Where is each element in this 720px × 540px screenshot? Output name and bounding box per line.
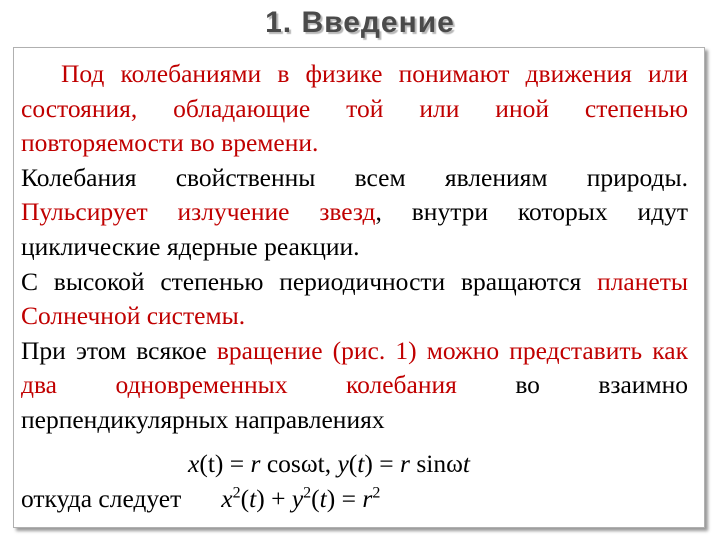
formula-var-r: r	[362, 484, 373, 513]
formula-exponent: 2	[303, 484, 312, 502]
formula-var-t: t	[319, 484, 327, 513]
circle-equation	[221, 484, 380, 514]
formula-exponent: 2	[372, 484, 381, 502]
formula-cos: cosωt,	[260, 449, 338, 478]
paragraph-oscillation-definition	[21, 57, 688, 161]
paragraph-planets	[21, 265, 688, 334]
formula-var-r: r	[400, 449, 410, 478]
formula-var-y: y	[337, 449, 349, 478]
formula-var-t: t	[357, 449, 365, 478]
formula-sin: sinω	[409, 449, 463, 478]
paragraph-rotation	[21, 334, 688, 438]
formula-part: (	[348, 449, 358, 478]
rotation-highlight: вращение (рис. 1) можно представить как два одновременных колебания	[21, 335, 688, 400]
planets-highlight: планеты Солнечной системы.	[21, 266, 688, 331]
formula-part: (	[311, 484, 320, 513]
formula-part: (t) =	[199, 449, 251, 478]
slide-body	[21, 57, 688, 438]
rotation-text: При этом всякое	[21, 335, 217, 365]
formula-var-x: x	[188, 449, 200, 478]
formula-part: ) =	[364, 449, 401, 478]
nature-text-end: , внутри которых идут циклические ядерные реакции.	[21, 197, 688, 261]
nature-text: Колебания свойственны всем явлениям природы.	[21, 162, 688, 192]
rotation-text-end: во взаимно перпендикулярных направлениях	[21, 370, 688, 434]
formula-part: ) =	[326, 484, 363, 513]
paragraph-nature	[21, 161, 688, 265]
formula-circle	[21, 484, 380, 514]
formula-exponent: 2	[232, 484, 241, 502]
slide-title: 1. Введение	[265, 6, 455, 39]
definition-text: Под колебаниями в физике понимают движения или состояния, обладающие той или иной степенью повторяемости во времени.	[21, 59, 688, 158]
formula-part: ) +	[256, 484, 292, 513]
formula-var-t: t	[462, 449, 470, 478]
formula-var-y: y	[291, 484, 304, 513]
formula-var-r: r	[250, 449, 261, 478]
planets-text: С высокой степенью периодичности вращаются	[21, 266, 598, 296]
formula-parametric	[188, 449, 470, 479]
formula-prefix: откуда следует	[21, 484, 182, 513]
stars-highlight: Пульсирует излучение звезд	[21, 197, 376, 227]
formula-var-t: t	[249, 484, 257, 513]
formula-part: (	[240, 484, 250, 513]
formula-var-x: x	[221, 484, 233, 513]
